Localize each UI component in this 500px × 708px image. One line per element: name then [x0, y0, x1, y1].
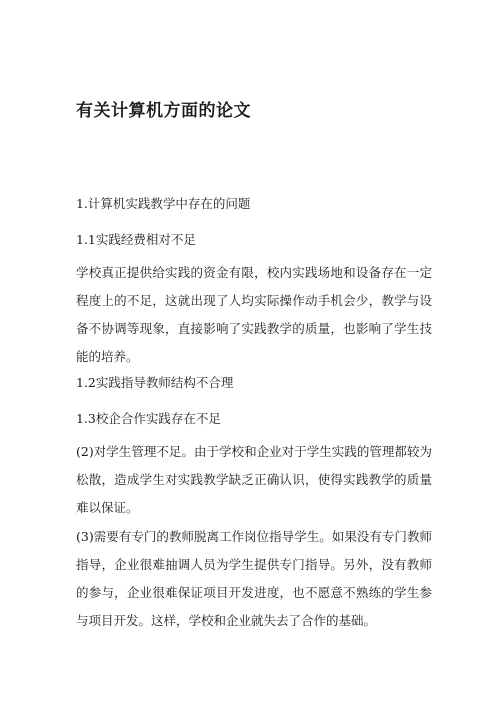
paragraph-funding: 学校真正提供给实践的资金有限，校内实践场地和设备存在一定程度上的不足，这就出现了人均实际操作动手机会少，教学与设备不协调等现象，直接影响了实践教学的质量，也影响了学生技能的培养。 [76, 265, 432, 364]
section-heading-1: 1.计算机实践教学中存在的问题 [76, 196, 251, 211]
paragraph-student-management: (2)对学生管理不足。由于学校和企业对于学生实践的管理都较为松散，造成学生对实践教学缺乏正确认识，使得实践教学的质量难以保证。 [76, 444, 432, 515]
paragraph-dedicated-teachers: (3)需要有专门的教师脱离工作岗位指导学生。如果没有专门教师指导，企业很难抽调人员为学生提供专门指导。另外，没有教师的参与，企业很难保证项目开发进度，也不愿意不熟练的学生参与项目开发。这样，学校和企业就失去了合作的基础。 [76, 529, 432, 628]
subsection-heading-1-2: 1.2实践指导教师结构不合理 [76, 375, 234, 390]
subsection-heading-1-1: 1.1实践经费相对不足 [76, 232, 196, 247]
subsection-heading-1-3: 1.3校企合作实践存在不足 [76, 411, 221, 426]
document-title: 有关计算机方面的论文 [76, 101, 251, 121]
